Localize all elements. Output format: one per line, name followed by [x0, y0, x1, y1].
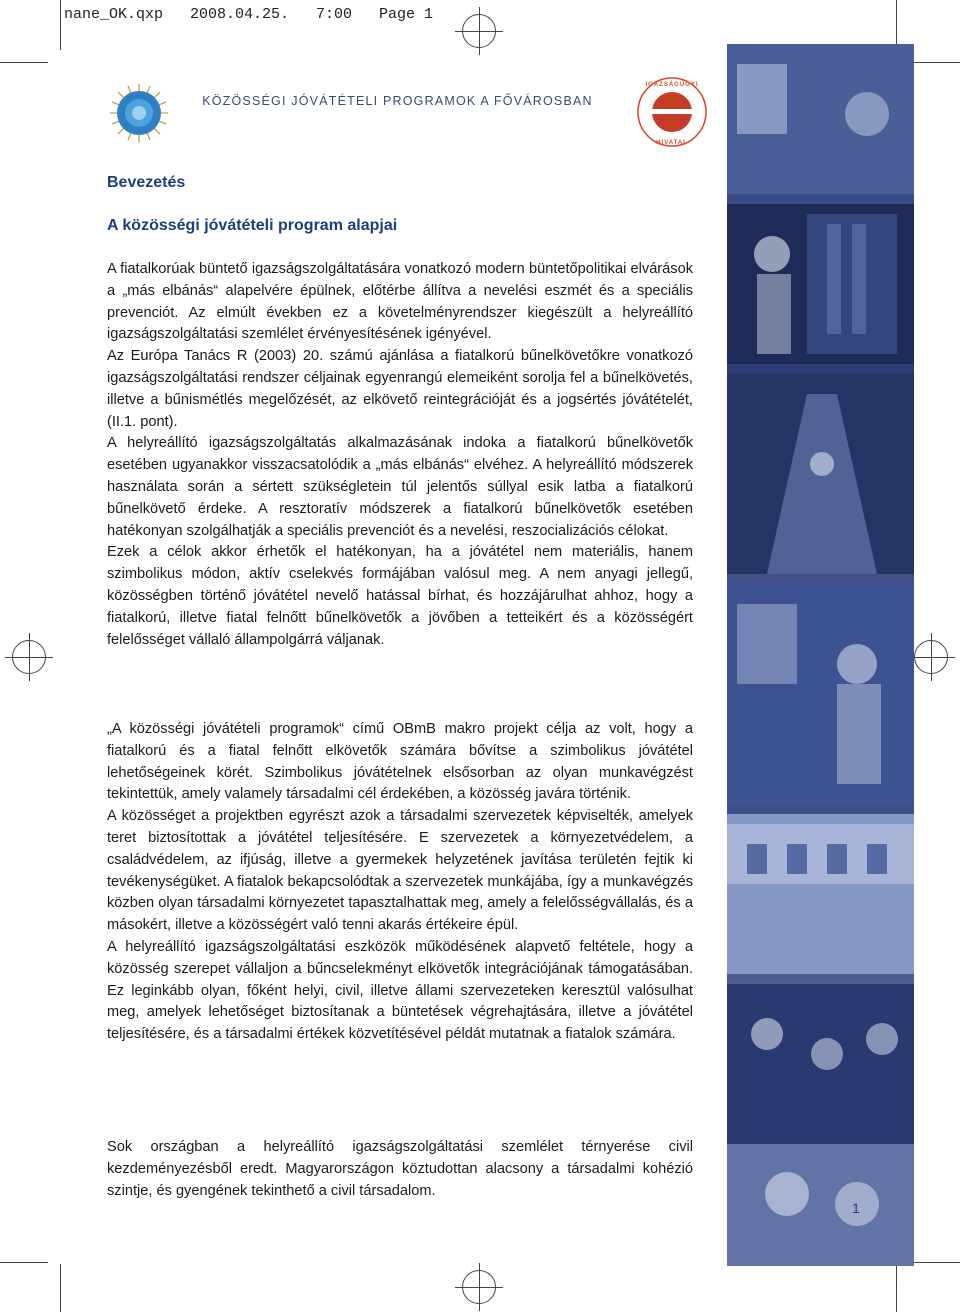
paragraph: „A közösségi jóvátételi programok“ című OBmB makro projekt célja az volt, hogy a fiatalkorú és a fiatal felnőtt elkövetők számára bővítse a szimbolikus jóvátétel lehetőségeinek körét. Szimbolikus jóvátételnek elsősorban az olyan munkavégzést tekintettük, amely valamely társadalmi cél érdekében, a közösség javára történik. [107, 721, 693, 803]
crop-mark [896, 0, 897, 50]
paragraph: A helyreállító igazságszolgáltatási eszközök működésének alapvető feltétele, hogy a közösség szerepet vállaljon a bűncselekményt elkövetők integrációjának támogatásában. Ez leginkább olyan, főként helyi, civil, illetve állami szervezeteken keresztül valósulhat meg, amelyek lehetőséget biztosítanak a büntetések végrehajtására, illetve a jóvátétel teljesítésére, és a társadalmi értékek közvetítésével példát mutatnak a fiatalok számára. [107, 938, 693, 1043]
paragraph: A helyreállító igazságszolgáltatás alkalmazásának indoka a fiatalkorú bűnelkövetők esetében ugyanakkor visszacsatolódik a „más elbánás“ elvéhez. A helyreállító módszerek használata során a sértett szükségletein túl jelentős súllyal esik latba a fiatalkorú bűnelkövető érdeke. A resztoratív módszerek a fiatalkorú bűnelkövetők esetében hatékonyan szolgálhatják a speciális prevenciót és a nevelési, reszocializációs célokat. [107, 435, 693, 539]
paragraph: Az Európa Tanács R (2003) 20. számú ajánlása a fiatalkorú bűnelkövetőkre vonatkozó igazságszolgáltatási rendszer céljainak egyenrangú elemeiként sorolja fel a bűnelkövetés, illetve a bűnismétlés megelőzését, az elkövető reintegrációját és a jogsértés jóvátételét, (II.1. pont). [107, 348, 693, 430]
paragraph: A fiatalkorúak büntető igazságszolgáltatására vonatkozó modern büntetőpolitikai elvárások a „más elbánás“ alapelvére épülnek, előtérbe állítva a nevelési eszmét és a speciális prevenciót. Az elmúlt években ez a követelményrendszer kiegészült a helyreállító igazságszolgáltatási szemlélet érvényesítésének igényével. [107, 261, 693, 343]
body-text-block-2 [107, 719, 693, 1046]
crop-mark [912, 62, 960, 63]
registration-mark [12, 640, 46, 674]
igazsagugyi-hivatal-logo [636, 76, 708, 148]
registration-mark [462, 14, 496, 48]
crop-mark [896, 1264, 897, 1312]
body-text-block-3 [107, 1137, 693, 1202]
registration-mark [462, 1270, 496, 1304]
crop-mark [0, 62, 48, 63]
body-text-block-1 [107, 259, 693, 651]
section-title: Bevezetés [107, 174, 186, 191]
crop-mark [0, 1262, 48, 1263]
print-slug: nane_OK.qxp 2008.04.25. 7:00 Page 1 [64, 6, 434, 23]
header-title: KÖZÖSSÉGI JÓVÁTÉTELI PROGRAMOK A FŐVÁROSBAN [202, 94, 593, 108]
collage-art [727, 44, 914, 1266]
crop-mark [912, 1262, 960, 1263]
paragraph: Ezek a célok akkor érhetők el hatékonyan, ha a jóvátétel nem materiális, hanem szimbolikus módon, aktív cselekvés formájában valósul meg. A nem anyagi jellegű, közösségben történő jóvátétel nevelő hatással bírhat, és hozzájárulhat ahhoz, hogy a fiatalkorú, illetve fiatal felnőtt bűnelkövetők a jövőben a tetteikért és a közösségért felelősséget vállaló állampolgárrá váljanak. [107, 544, 693, 648]
paragraph: Sok országban a helyreállító igazságszolgáltatási szemlélet térnyerése civil kezdeményezésből eredt. Magyarországon köztudottan alacsony a társadalmi kohézió szintje, és gyengének tekinthető a civil társadalom. [107, 1139, 693, 1199]
sidebar-photo-collage [727, 44, 914, 1266]
svg-text:IGAZSÁGÜGYI: IGAZSÁGÜGYI [645, 82, 699, 88]
crop-mark [60, 0, 61, 50]
registration-mark [914, 640, 948, 674]
sun-emblem-logo [108, 82, 170, 144]
crop-mark [60, 1264, 61, 1312]
subsection-title: A közösségi jóvátételi program alapjai [107, 217, 398, 234]
paragraph: A közösséget a projektben egyrészt azok a társadalmi szervezetek képviselték, amelyek teret biztosítottak a jóvátétel teljesítésére. E szervezetek a környezetvédelem, a családvédelem, az ifjúság, illetve a gyermekek helyzetének javítása területén fejtik ki tevékenységüket. A fiatalok bekapcsolódtak a szervezetek munkájába, így a munkavégzés közben olyan társadalmi környezetet tapasztalhattak meg, amely a felelősségvállalás, és a másokért, illetve a közösségért való tenni akarás értékeire épül. [107, 808, 693, 934]
page-number: 1 [852, 1200, 860, 1216]
svg-text:HIVATAL: HIVATAL [656, 140, 688, 146]
